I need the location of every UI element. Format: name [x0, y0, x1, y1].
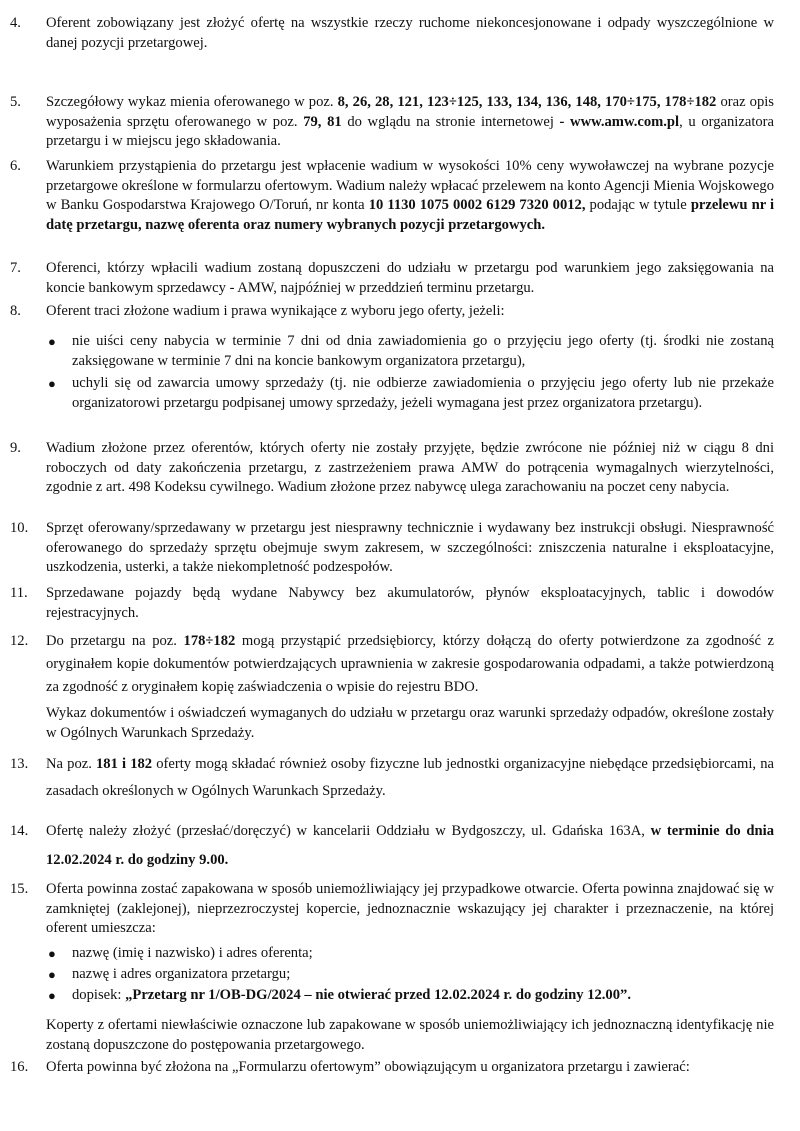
item-text: Szczegółowy wykaz mienia oferowanego w poz. [46, 94, 338, 110]
bullet-text: nazwę (imię i nazwisko) i adres oferenta; [72, 945, 313, 961]
bullet-text: nazwę i adres organizatora przetargu; [72, 966, 291, 982]
bullet-text: uchyli się od zawarcia umowy sprzedaży (tj. nie odbierze zawiadomienia o przyjęciu jego oferty lub nie przekaże organizatorowi przetargu podpisanej umowy sprzedaży, jeżeli wymagana jest przez organizatora przetargu). [72, 375, 774, 411]
bullet-text [72, 986, 774, 1006]
item-number: 12. [10, 633, 29, 649]
item-text: Oferta powinna być złożona na „Formularzu ofertowym” obowiązującym u organizatora przetargu i zawierać: [46, 1059, 690, 1075]
item-number: 9. [10, 440, 21, 456]
item-number: 14. [10, 823, 29, 839]
item-text: podając w tytule [585, 197, 691, 213]
item-text-bold: przelewu nr i datę przetargu, nazwę oferenta oraz numery wybranych pozycji przetargowych. [46, 197, 775, 233]
bullet-icon: ● [48, 988, 56, 1003]
item-13 [10, 751, 774, 805]
item-number: 16. [10, 1059, 29, 1075]
paragraph: Wykaz dokumentów i oświadczeń wymaganych do udziału w przetargu oraz warunki sprzedaży odpadów, określone zostały w Ogólnych Warunkach Sprzedaży. [46, 705, 774, 741]
bullet-text: nie uiści ceny nabycia w terminie 7 dni od dnia zawiadomienia go o przyjęciu jego oferty (tj. środki nie zostaną zaksięgowane w terminie 7 dni na koncie bankowym organizatora przetargu), [72, 333, 774, 369]
item-text: Oferent zobowiązany jest złożyć ofertę na wszystkie rzeczy ruchome niekoncesjonowane i odpady wyszczególnione w danej pozycji przetargowej. [46, 15, 774, 51]
item-text-bold: w terminie do dnia 12.02.2024 r. do godziny 9.00. [46, 823, 775, 868]
website-link[interactable]: - www.amw.com.pl [559, 113, 680, 130]
item-text-bold: 8, 26, 28, 121, 123÷125, 133, 134, 136, 148, 170÷175, 178÷182 [337, 94, 717, 110]
item-number: 5. [10, 94, 21, 110]
item-text: Oferta powinna zostać zapakowana w sposób uniemożliwiający jej przypadkowe otwarcie. Oferta powinna znajdować się w zamkniętej (zaklejonej), nieprzezroczystej kopercie, jednoznacznie wskazujący jej charakter i przeznaczenie, na której oferent umieszcza: [46, 881, 774, 936]
item-text: Ofertę należy złożyć (przesłać/doręczyć) w kancelarii Oddziału w Bydgoszczy, ul. Gdańska 163A, [46, 823, 651, 839]
item-text: , u organizatora przetargu i w miejscu jego składowania. [46, 113, 775, 149]
item-number: 13. [10, 756, 29, 772]
item-text-bold: 178÷182 [183, 633, 236, 649]
item-14 [10, 817, 775, 875]
item-text: do wglądu na stronie internetowej [341, 113, 560, 130]
bullet-icon: ● [48, 376, 56, 391]
item-9 [10, 439, 774, 498]
envelope-label-text: „Przetarg nr 1/OB-DG/2024 – nie otwierać przed 12.02.2024 r. do godziny 12.00”. [125, 987, 631, 1003]
item-number: 4. [10, 15, 21, 31]
item-10 [10, 519, 774, 578]
item-12 [10, 630, 774, 699]
item-text: oferty mogą składać również osoby fizyczne lub jednostki organizacyjne niebędące przedsiębiorcami, na zasadach określonych w Ogólnych Warunkach Sprzedaży. [46, 756, 774, 799]
item-11 [10, 584, 774, 623]
item-5 [10, 93, 775, 152]
item-7 [10, 259, 774, 298]
item-text: Warunkiem przystąpienia do przetargu jest wpłacenie wadium w wysokości 10% ceny wywoławczej na wybrane pozycje przetargowe określone w formularzu ofertowym. Wadium należy wpłacać przelewem na konto Agencji Mienia Wojskowego w Banku Gospodarstwa Krajowego O/Toruń, nr konta [46, 158, 774, 213]
item-number: 8. [10, 303, 21, 319]
item-text: Oferenci, którzy wpłacili wadium zostaną dopuszczeni do udziału w przetargu pod warunkiem jego zaksięgowania na koncie bankowym sprzedawcy - AMW, najpóźniej w przeddzień terminu przetargu. [46, 260, 774, 296]
item-text-bold: 79, 81 [303, 113, 342, 130]
item-number: 15. [10, 881, 29, 897]
paragraph: Koperty z ofertami niewłaściwie oznaczone lub zapakowane w sposób uniemożliwiający ich jednoznaczną identyfikację nie zostaną dopuszczone do postępowania przetargowego. [46, 1017, 774, 1053]
bullet-icon: ● [48, 334, 56, 349]
item-4 [10, 14, 774, 53]
item-number: 6. [10, 158, 21, 174]
bullet-icon: ● [48, 946, 56, 961]
item-text: Wadium złożone przez oferentów, których oferty nie zostały przyjęte, będzie zwrócone nie później niż w ciągu 8 dni roboczych od daty zakończenia przetargu, z zastrzeżeniem prawa AMW do potrącenia wymagalnych wierzytelności, zgodnie z art. 498 Kodeksu cywilnego. Wadium złożone przez nabywcę ulega zarachowaniu na poczet ceny nabycia. [46, 440, 774, 495]
item-text: Do przetargu na poz. [46, 633, 184, 649]
bullet-prefix: dopisek: [72, 987, 126, 1003]
item-15 [10, 880, 774, 939]
item-6 [10, 157, 775, 235]
item-8 [10, 302, 774, 322]
item-number: 11. [10, 585, 28, 601]
item-text: Sprzedawane pojazdy będą wydane Nabywcy bez akumulatorów, płynów eksploatacyjnych, tablic i dowodów rejestracyjnych. [46, 585, 774, 621]
item-text: mogą przystąpić przedsiębiorcy, którzy dołączą do oferty potwierdzone za zgodność z oryginałem kopie dokumentów potwierdzających uprawnienia w zakresie gospodarowania odpadami, a także potwierdzoną za zgodność z oryginałem kopię zaświadczenia o wpisie do rejestru BDO. [46, 633, 774, 695]
item-16 [10, 1058, 774, 1078]
item-text: Oferent traci złożone wadium i prawa wynikające z wyboru jego oferty, jeżeli: [46, 303, 505, 319]
item-text: oraz opis wyposażenia sprzętu oferowanego w poz. [46, 94, 774, 130]
item-text-bold: 10 1130 1075 0002 6129 7320 0012, [368, 197, 586, 213]
item-text-bold: 181 i 182 [96, 756, 153, 772]
item-number: 10. [10, 520, 29, 536]
item-text: Sprzęt oferowany/sprzedawany w przetargu jest niesprawny technicznie i wydawany bez instrukcji obsługi. Niesprawność oferowanego do sprzedaży sprzętu obejmuje swym zakresem, w szczególności: zniszczenia naturalne i eksploatacyjne, uszkodzenia, usterki, a także niekompletność podzespołów. [46, 520, 774, 575]
bullet-icon: ● [48, 967, 56, 982]
item-number: 7. [10, 260, 21, 276]
item-text: Na poz. [46, 756, 96, 772]
